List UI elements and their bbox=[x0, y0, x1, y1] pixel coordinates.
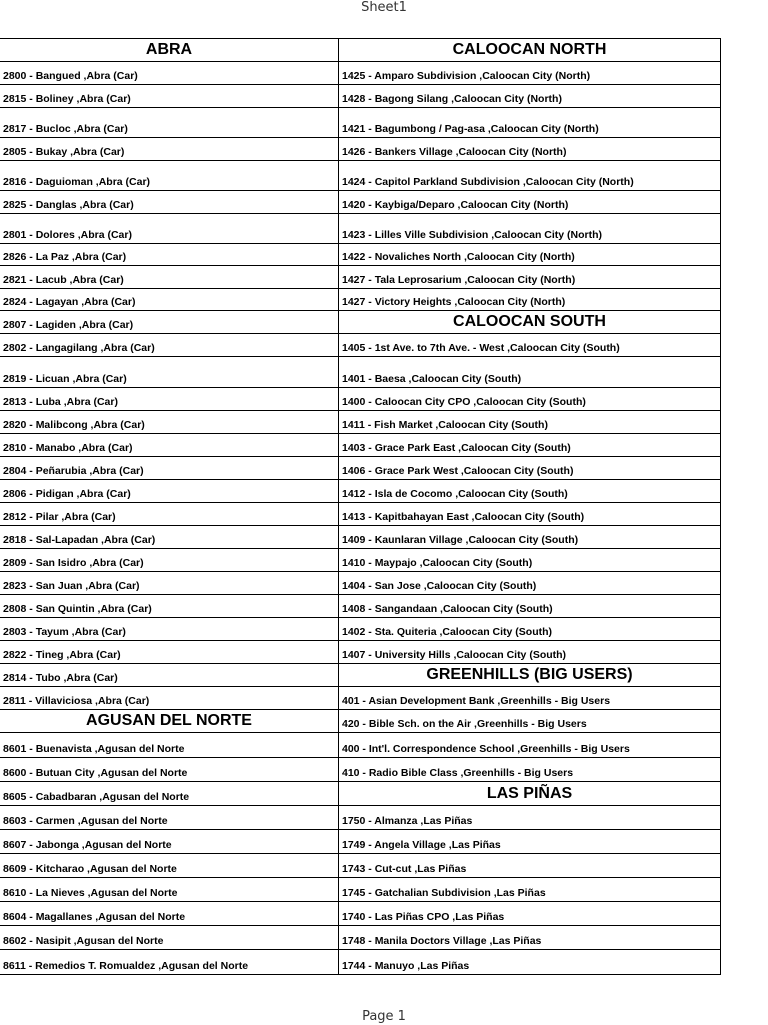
table-row: 1420 - Kaybiga/Deparo ,Caloocan City (North) bbox=[339, 191, 720, 214]
sheet-title: Sheet1 bbox=[361, 0, 407, 15]
table-row: 2814 - Tubo ,Abra (Car) bbox=[0, 664, 338, 687]
table-row: 2817 - Bucloc ,Abra (Car) bbox=[0, 108, 338, 138]
table-row: 1407 - University Hills ,Caloocan City (South) bbox=[339, 641, 720, 664]
table-row: 2822 - Tineg ,Abra (Car) bbox=[0, 641, 338, 664]
table-row: 8609 - Kitcharao ,Agusan del Norte bbox=[0, 854, 338, 878]
table-row: 2805 - Bukay ,Abra (Car) bbox=[0, 138, 338, 161]
table-row: 1750 - Almanza ,Las Piñas bbox=[339, 806, 720, 830]
table-row: 8600 - Butuan City ,Agusan del Norte bbox=[0, 758, 338, 782]
table-row: 8601 - Buenavista ,Agusan del Norte bbox=[0, 733, 338, 758]
section-header-caloocan-south: CALOOCAN SOUTH bbox=[339, 311, 720, 334]
left-column bbox=[0, 38, 339, 975]
table-row: 8603 - Carmen ,Agusan del Norte bbox=[0, 806, 338, 830]
table-row: 2804 - Peñarubia ,Abra (Car) bbox=[0, 457, 338, 480]
table-row: 2810 - Manabo ,Abra (Car) bbox=[0, 434, 338, 457]
table-row: 420 - Bible Sch. on the Air ,Greenhills - Big Users bbox=[339, 710, 720, 733]
right-column bbox=[339, 38, 721, 975]
table-row: 1413 - Kapitbahayan East ,Caloocan City (South) bbox=[339, 503, 720, 526]
table-row: 1427 - Victory Heights ,Caloocan City (North) bbox=[339, 289, 720, 311]
table-row: 1405 - 1st Ave. to 7th Ave. - West ,Caloocan City (South) bbox=[339, 334, 720, 357]
table-row: 2806 - Pidigan ,Abra (Car) bbox=[0, 480, 338, 503]
table-row: 1745 - Gatchalian Subdivision ,Las Piñas bbox=[339, 878, 720, 902]
table-row: 2812 - Pilar ,Abra (Car) bbox=[0, 503, 338, 526]
table-row: 2816 - Daguioman ,Abra (Car) bbox=[0, 161, 338, 191]
table-row: 1412 - Isla de Cocomo ,Caloocan City (South) bbox=[339, 480, 720, 503]
table-row: 2825 - Danglas ,Abra (Car) bbox=[0, 191, 338, 214]
table-row: 1410 - Maypajo ,Caloocan City (South) bbox=[339, 549, 720, 572]
table-row: 2801 - Dolores ,Abra (Car) bbox=[0, 214, 338, 244]
table-row: 1409 - Kaunlaran Village ,Caloocan City (South) bbox=[339, 526, 720, 549]
table-row: 1402 - Sta. Quiteria ,Caloocan City (South) bbox=[339, 618, 720, 641]
table-row: 8605 - Cabadbaran ,Agusan del Norte bbox=[0, 782, 338, 806]
section-header-agusan-del-norte: AGUSAN DEL NORTE bbox=[0, 710, 338, 733]
table-row: 1427 - Tala Leprosarium ,Caloocan City (North) bbox=[339, 266, 720, 289]
section-header-las-pi-as: LAS PIÑAS bbox=[339, 782, 720, 806]
table-row: 1422 - Novaliches North ,Caloocan City (North) bbox=[339, 244, 720, 266]
table-row: 2802 - Langagilang ,Abra (Car) bbox=[0, 334, 338, 357]
table-row: 1426 - Bankers Village ,Caloocan City (North) bbox=[339, 138, 720, 161]
table-row: 8607 - Jabonga ,Agusan del Norte bbox=[0, 830, 338, 854]
table-row: 400 - Int'l. Correspondence School ,Greenhills - Big Users bbox=[339, 733, 720, 758]
table-row: 1425 - Amparo Subdivision ,Caloocan City (North) bbox=[339, 62, 720, 85]
table-row: 1423 - Lilles Ville Subdivision ,Caloocan City (North) bbox=[339, 214, 720, 244]
table-row: 1406 - Grace Park West ,Caloocan City (South) bbox=[339, 457, 720, 480]
table-row: 2807 - Lagiden ,Abra (Car) bbox=[0, 311, 338, 334]
table-row: 8611 - Remedios T. Romualdez ,Agusan del Norte bbox=[3, 960, 249, 972]
table-row: 1743 - Cut-cut ,Las Piñas bbox=[339, 854, 720, 878]
table-row: 1748 - Manila Doctors Village ,Las Piñas bbox=[339, 926, 720, 950]
table-row: 2823 - San Juan ,Abra (Car) bbox=[0, 572, 338, 595]
table-row: 1411 - Fish Market ,Caloocan City (South) bbox=[339, 411, 720, 434]
table-row: 2811 - Villaviciosa ,Abra (Car) bbox=[0, 687, 338, 710]
table-row: 1408 - Sangandaan ,Caloocan City (South) bbox=[339, 595, 720, 618]
section-header-abra: ABRA bbox=[0, 39, 338, 62]
table-row: 1428 - Bagong Silang ,Caloocan City (North) bbox=[339, 85, 720, 108]
table-row: 410 - Radio Bible Class ,Greenhills - Big Users bbox=[339, 758, 720, 782]
table-row: 2800 - Bangued ,Abra (Car) bbox=[0, 62, 338, 85]
table-row: 2813 - Luba ,Abra (Car) bbox=[0, 388, 338, 411]
table-row: 1401 - Baesa ,Caloocan City (South) bbox=[339, 357, 720, 388]
table-row: 2820 - Malibcong ,Abra (Car) bbox=[0, 411, 338, 434]
table-row: 8610 - La Nieves ,Agusan del Norte bbox=[0, 878, 338, 902]
table-row: 2808 - San Quintin ,Abra (Car) bbox=[0, 595, 338, 618]
section-header-greenhills-big-users: GREENHILLS (BIG USERS) bbox=[339, 664, 720, 687]
table-row: 2821 - Lacub ,Abra (Car) bbox=[0, 266, 338, 289]
table-row: 2819 - Licuan ,Abra (Car) bbox=[0, 357, 338, 388]
table-row: 1740 - Las Piñas CPO ,Las Piñas bbox=[339, 902, 720, 926]
table-row: 1403 - Grace Park East ,Caloocan City (South) bbox=[339, 434, 720, 457]
table-row: 2803 - Tayum ,Abra (Car) bbox=[0, 618, 338, 641]
table-row: 1744 - Manuyo ,Las Piñas bbox=[342, 960, 470, 972]
table-row: 2826 - La Paz ,Abra (Car) bbox=[0, 244, 338, 266]
page-footer: Page 1 bbox=[362, 1009, 406, 1024]
table-row: 2824 - Lagayan ,Abra (Car) bbox=[0, 289, 338, 311]
table-row: 1421 - Bagumbong / Pag-asa ,Caloocan City (North) bbox=[339, 108, 720, 138]
table-row: 401 - Asian Development Bank ,Greenhills - Big Users bbox=[339, 687, 720, 710]
table-row: 2818 - Sal-Lapadan ,Abra (Car) bbox=[0, 526, 338, 549]
table-row: 2809 - San Isidro ,Abra (Car) bbox=[0, 549, 338, 572]
table-row: 2815 - Boliney ,Abra (Car) bbox=[0, 85, 338, 108]
table-row: 1424 - Capitol Parkland Subdivision ,Caloocan City (North) bbox=[339, 161, 720, 191]
table-row: 1749 - Angela Village ,Las Piñas bbox=[339, 830, 720, 854]
table-row: 1404 - San Jose ,Caloocan City (South) bbox=[339, 572, 720, 595]
section-header-caloocan-north: CALOOCAN NORTH bbox=[339, 39, 720, 62]
table-row: 1400 - Caloocan City CPO ,Caloocan City (South) bbox=[339, 388, 720, 411]
table-row: 8602 - Nasipit ,Agusan del Norte bbox=[0, 926, 338, 950]
table-row: 8604 - Magallanes ,Agusan del Norte bbox=[0, 902, 338, 926]
